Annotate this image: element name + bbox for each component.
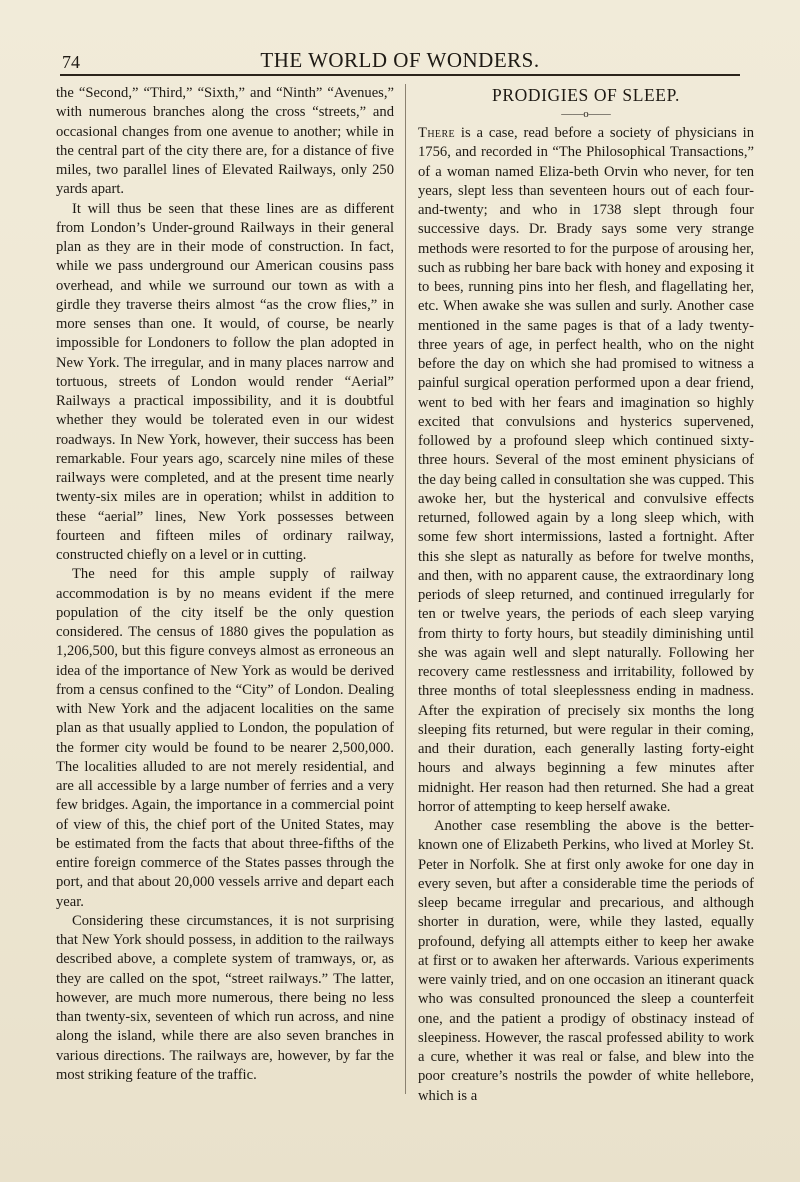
left-paragraph-2: It will thus be seen that these lines are as different from London’s Under-ground Railways in their general plan as they are in their mode of construction. In fact, while we pass underground our American cousins pass overhead, and while we surround our town as with a girdle they traverse theirs almost “as the crow flies,” in more senses than one. It would, of course, be nearly impossible for Londoners to follow the plan adopted in New York. The irregular, and in many places narrow and tortuous, streets of London would render “Aerial” Railways a practical impossibility, and it is doubtful whether they would be tolerated even in our widest roadways. In New York, however, their success has been remarkable. Four years ago, scarcely nine miles of these railways were completed, and at the present time nearly twenty-six miles are in operation; whilst in addition to these “aerial” lines, New York possesses between fourteen and fifteen miles of ordinary railway, constructed chiefly on a level or in cutting. [56,200,394,563]
right-paragraph-1-text: is a case, read before a society of physicians in 1756, and recorded in “The Philosophical Transactions,” of a woman named Eliza-beth Orvin who never, for ten years, slept less than seventeen hours out of each four-and-twenty; and who in 1738 slept through four successive days. Dr. Brady says some very strange methods were resorted to for the purpose of arousing her, such as rubbing her bare back with honey and exposing it to bees, running pins into her flesh, and flagellating her, etc. When awake she was sullen and surly. Another case mentioned in the same pages is that of a lady twenty-three years of age, in perfect health, who on the night before the day on which she had promised to witness a painful surgical operation performed upon a dear friend, went to bed with her fears and imagination so highly excited that convulsions and hysterics supervened, followed by a profound sleep which continued sixty-three hours. Several of the most eminent physicians of the day being called in consultation she was cupped. This awoke her, but the hysterical and convulsive effects returned, followed again by a long sleep which, with some few short intermissions, lasted a fortnight. After this she slept as naturally as before for twelve months, and then, with no apparent cause, the extraordinary long periods of sleep returned, and continued irregularly for ten or twelve years, the periods of each sleep varying from thirty to forty hours, but steadily diminishing until she was again well and slept naturally. Following her recovery came restlessness and irritability, followed by three months of total sleeplessness ending in madness. After the expiration of precisely six months the long sleeping fits returned, but were regular in their coming, and their duration, each generally lasting forty-eight hours and always beginning a few minutes after midnight. Her reason had then returned. She had a great horror of attempting to keep herself awake. [418,125,754,815]
right-column [418,84,754,1106]
right-paragraph-1 [418,124,754,817]
left-column [56,84,394,1085]
left-paragraph-1: the “Second,” “Third,” “Sixth,” and “Ninth” “Avenues,” with numerous branches along the cross “streets,” and occasional changes from one avenue to another; while in the central part of the city there are, for a distance of five miles, two parallel lines of Elevated Railways, only 250 yards apart. [56,85,394,198]
header-rule [60,74,740,76]
title-ornament: ——o—— [561,108,611,120]
column-divider [405,84,406,1094]
section-title: PRODIGIES OF SLEEP. [492,85,680,105]
right-paragraph-2: Another case resembling the above is the better-known one of Elizabeth Perkins, who lived at Morley St. Peter in Norfolk. She at first only awoke for one day in every seven, but after a considerable time the periods of sleep became irregular and precarious, and although shorter in duration, were, while they lasted, equally profound, defying all attempts either to keep her awake at first or to awaken her afterwards. Various experiments were vainly tried, and on one occasion an itinerant quack who was consulted pronounced the sleep a counterfeit one, and the patient a prodigy of obstinacy instead of sleepiness. However, the rascal professed ability to work a cure, whether it was real or false, and blew into the poor creature’s nostrils the powder of white hellebore, which is a [418,818,754,1104]
lead-word: There [418,125,456,141]
page-number: 74 [62,52,80,72]
left-paragraph-3: The need for this ample supply of railway accommodation is by no means evident if the mere population of the city itself be the only question considered. The census of 1880 gives the population as 1,206,500, but this figure conveys almost as erroneous an idea of the importance of New York as would be derived from a census confined to the “City” of London. Dealing with New York and the adjacent localities on the same plan as that usually applied to London, the population of the former city would be found to be nearer 2,500,000. The localities alluded to are not merely residential, and are all accessible by a large number of ferries and a very few bridges. Again, the importance in a commercial point of view of this, the chief port of the United States, may be estimated from the facts that about three-fifths of the entire foreign commerce of the States passes through the port, and that about 20,000 vessels arrive and depart each year. [56,566,394,910]
left-paragraph-4: Considering these circumstances, it is not surprising that New York should possess, in addition to the railways described above, a complete system of tramways, or, as they are called on the spot, “street railways.” The latter, however, are much more numerous, there being no less than twenty-six, seventeen of which run across, and nine along the island, while there are also seven branches in various directions. The railways are, however, by far the most striking feature of the traffic. [56,912,394,1083]
running-title: THE WORLD OF WONDERS. [260,48,540,72]
